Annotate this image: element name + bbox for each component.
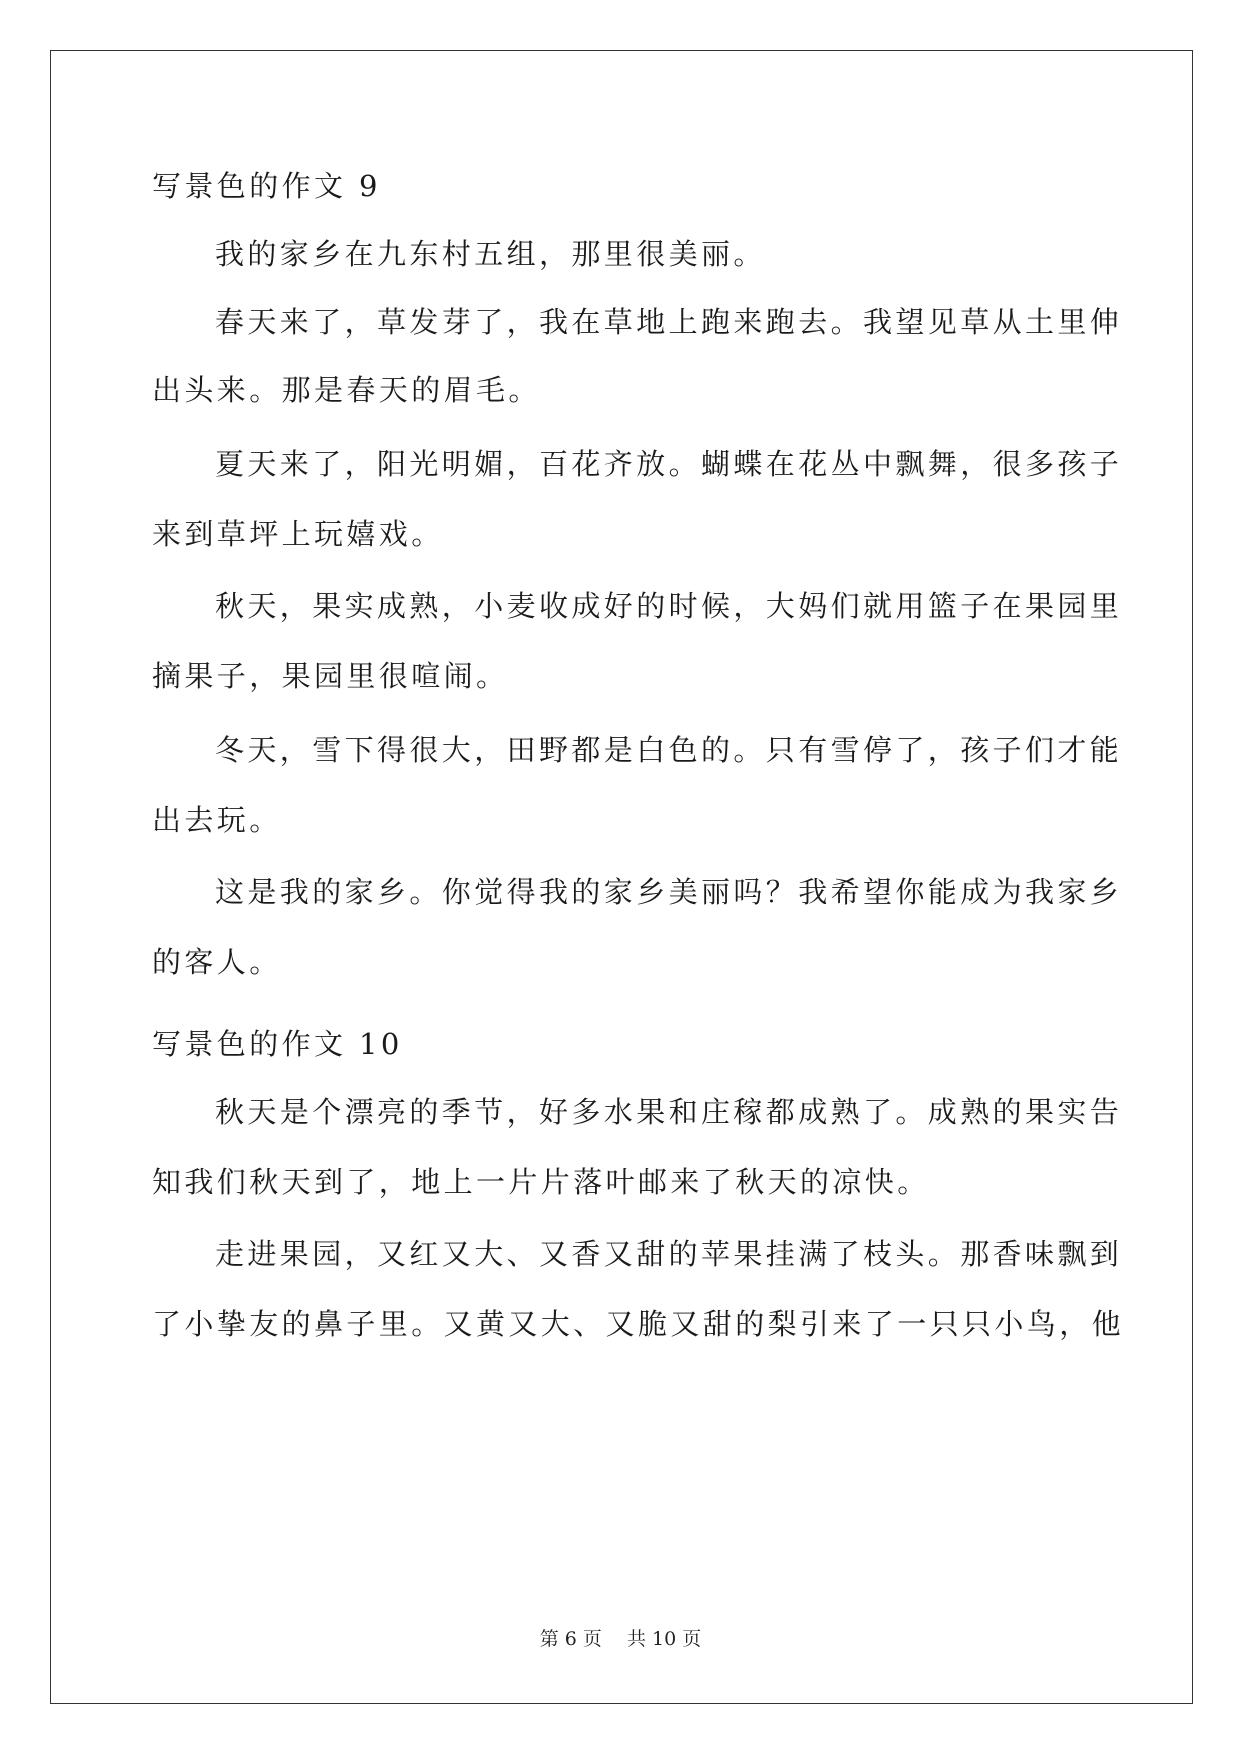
paragraph-line: 了小挚友的鼻子里。又黄又大、又脆又甜的梨引来了一只只小鸟，他 [152, 1307, 1125, 1341]
paragraph-line: 出去玩。 [152, 803, 282, 837]
paragraph-line: 秋天是个漂亮的季节，好多水果和庄稼都成熟了。成熟的果实告 [215, 1095, 1123, 1129]
page-number-footer: 第 6 页 共 10 页 [539, 1628, 702, 1650]
paragraph-line: 春天来了，草发芽了，我在草地上跑来跑去。我望见草从土里伸 [215, 305, 1123, 339]
paragraph-line: 知我们秋天到了，地上一片片落叶邮来了秋天的凉快。 [152, 1165, 930, 1199]
paragraph-line: 冬天，雪下得很大，田野都是白色的。只有雪停了，孩子们才能 [215, 733, 1123, 767]
paragraph-line: 夏天来了，阳光明媚，百花齐放。蝴蝶在花丛中飘舞，很多孩子 [215, 447, 1123, 481]
paragraph-line: 的客人。 [152, 945, 282, 979]
essay-heading-10: 写景色的作文 10 [152, 1027, 403, 1061]
paragraph-line: 出头来。那是春天的眉毛。 [152, 373, 541, 407]
paragraph-line: 走进果园，又红又大、又香又甜的苹果挂满了枝头。那香味飘到 [215, 1237, 1123, 1271]
paragraph-line: 秋天，果实成熟，小麦收成好的时候，大妈们就用篮子在果园里 [215, 589, 1123, 623]
paragraph-line: 我的家乡在九东村五组，那里很美丽。 [215, 237, 766, 271]
paragraph-line: 摘果子，果园里很喧闹。 [152, 659, 509, 693]
essay-heading-9: 写景色的作文 9 [152, 169, 381, 203]
paragraph-line: 来到草坪上玩嬉戏。 [152, 517, 444, 551]
paragraph-line: 这是我的家乡。你觉得我的家乡美丽吗？我希望你能成为我家乡 [215, 875, 1123, 909]
